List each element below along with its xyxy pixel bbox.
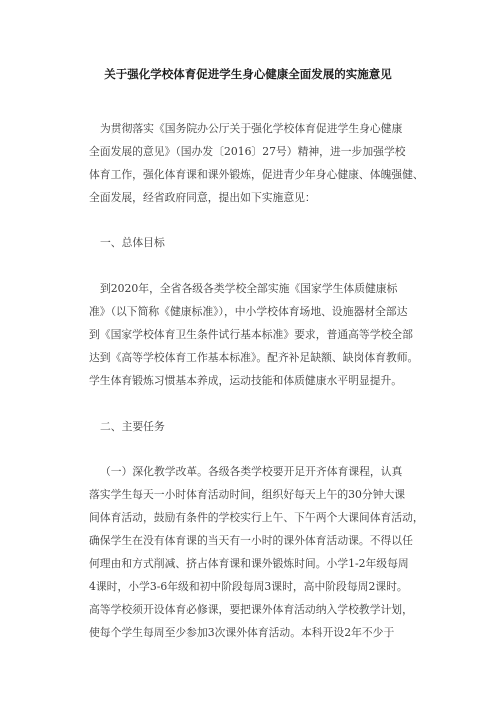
paragraph-line: 间体育活动，鼓励有条件的学校实行上午、下午两个大课间体育活动， [89, 511, 424, 525]
paragraph-line: 准》（以下简称《健康标准》），中小学校体育场地、设施器材全部达 [89, 305, 408, 319]
paragraph-line: 全面发展，经省政府同意，提出如下实施意见： [89, 190, 316, 204]
paragraph-line: （一）深化教学改革。各级各类学校要开足开齐体育课程，认真 [100, 465, 403, 479]
paragraph-line: 全面发展的意见》（国办发〔2016〕27号）精神，进一步加强学校 [89, 144, 406, 158]
paragraph-line: 到2020年，全省各级各类学校全部实施《国家学生体质健康标 [100, 282, 398, 296]
paragraph-line: 为贯彻落实《国务院办公厅关于强化学校体育促进学生身心健康 [100, 122, 403, 135]
document-title: 关于强化学校体育促进学生身心健康全面发展的实施意见 [104, 67, 392, 81]
document-body [89, 118, 424, 644]
paragraph-line: 高等学校须开设体育必修课，要把课外体育活动纳入学校教学计划， [89, 602, 413, 616]
paragraph-line: 使每个学生每周至少参加3次课外体育活动。本科开设2年不少于 [89, 625, 395, 639]
paragraph-line: 4课时，小学3-6年级和初中阶段每周3课时，高中阶段每周2课时。 [89, 579, 408, 593]
paragraph-line: 到《国家学校体育卫生条件试行基本标准》要求，普通高等学校全部 [89, 328, 413, 342]
section-heading: 二、主要任务 [100, 419, 165, 433]
paragraph-line: 落实学生每天一小时体育活动时间，组织好每天上午的30分钟大课 [89, 488, 406, 502]
paragraph-line: 体育工作，强化体育课和课外锻炼，促进青少年身心健康、体魄强健、 [89, 167, 424, 181]
paragraph-line: 何理由和方式削减、挤占体育课和课外锻炼时间。小学1-2年级每周 [89, 556, 409, 570]
paragraph-line: 学生体育锻炼习惯基本养成，运动技能和体质健康水平明显提升。 [89, 373, 403, 387]
section-heading: 一、总体目标 [100, 236, 165, 250]
paragraph-line: 达到《高等学校体育工作基本标准》。配齐补足缺额、缺岗体育教师。 [89, 350, 419, 364]
paragraph-line: 确保学生在没有体育课的当天有一小时的课外体育活动课。不得以任 [89, 534, 413, 548]
